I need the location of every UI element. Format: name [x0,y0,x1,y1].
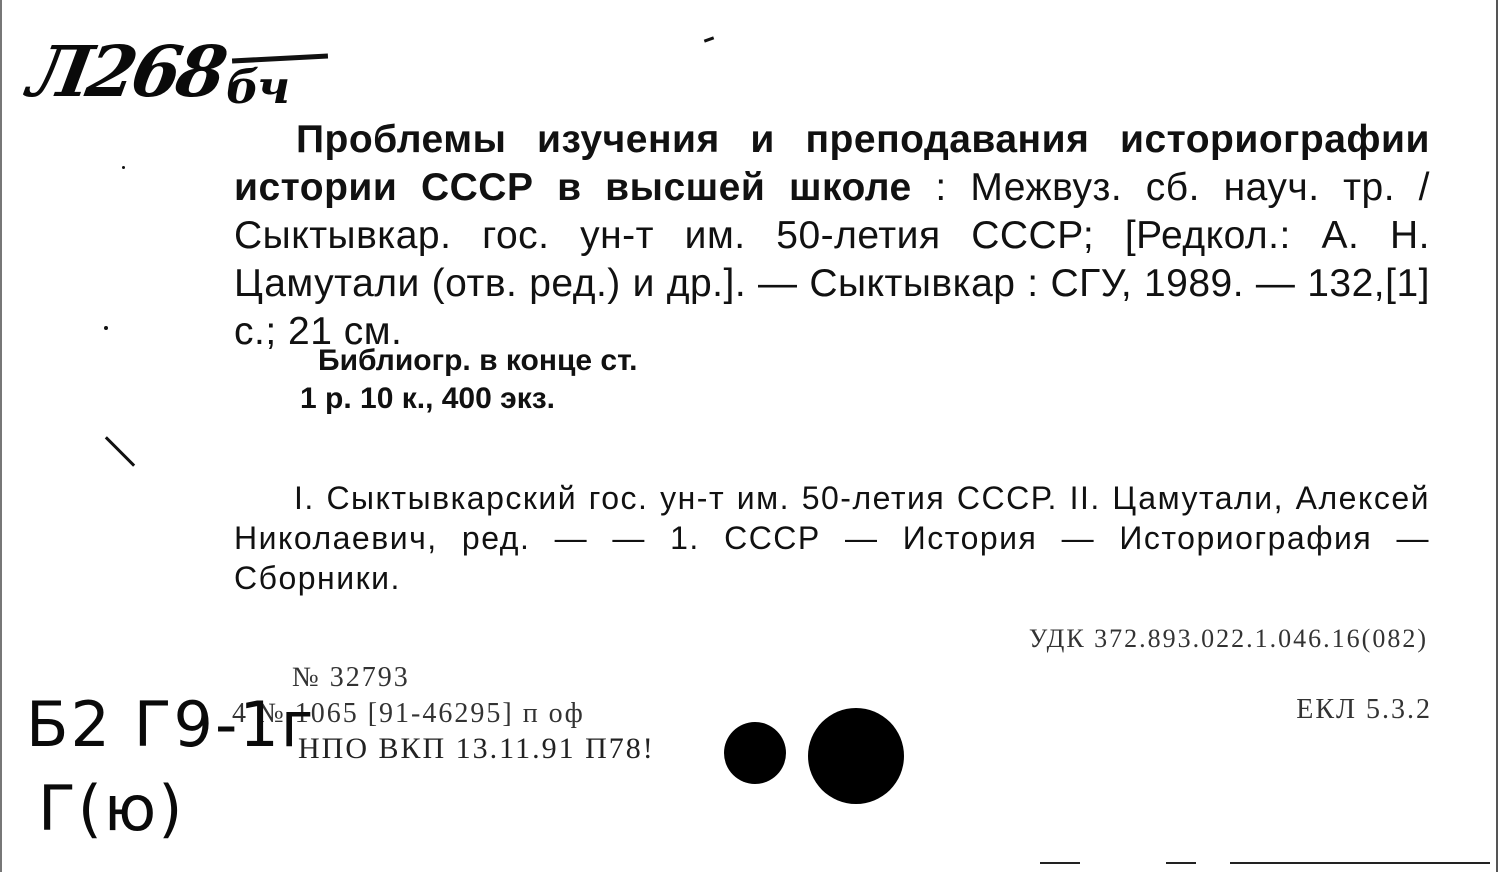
publication-details: : Межвуз. сб. науч. тр. / Сыктывкар. гос. ун-т им. 50-летия СССР; [Редкол.: А. Н. Цамутали (отв. ред.) и др.]. — Сыктывкар : СГУ, 1989. — 132,[1] с.; 21 см. [234,166,1430,353]
card-edge [1496,0,1498,872]
handwritten-location-1: Б2 Г9-1г [26,688,316,761]
order-info: 4 № 1065 [91-46295] п оф [232,698,585,729]
printer-info: НПО ВКП 13.11.91 П78! [298,732,655,765]
registration-number: № 32793 [292,662,410,693]
note-price-print-run: 1 р. 10 к., 400 экз. [300,382,555,415]
scan-line [1166,862,1196,864]
scan-line [1230,862,1490,864]
tracings: I. Сыктывкарский гос. ун-т им. 50-летия СССР. II. Цамутали, Алексей Николаевич, ред. — — 1. СССР — История — Историография — Сборники. [234,480,1430,596]
bibliographic-description [234,116,1430,356]
udk-code: УДК 372.893.022.1.046.16(082) [1028,624,1428,653]
book-title: Проблемы изучения и преподавания историографии истории СССР в высшей школе [234,118,1430,209]
card-edge [0,0,2,872]
punch-hole-small [724,722,786,784]
handwritten-shelf-mark: Л268 [22,30,230,113]
scan-mark [105,436,135,466]
ekl-code: ЕКЛ 5.3.2 [1296,694,1432,725]
scan-speck [704,36,714,42]
handwritten-shelf-mark-sub: бч [226,60,289,114]
handwritten-location-2: Г(ю) [38,772,185,845]
punch-hole-large [808,708,904,804]
scan-speck [122,166,125,169]
scan-speck [104,326,108,330]
scan-line [1040,862,1080,864]
note-bibliography: Библиогр. в конце ст. [318,344,638,377]
